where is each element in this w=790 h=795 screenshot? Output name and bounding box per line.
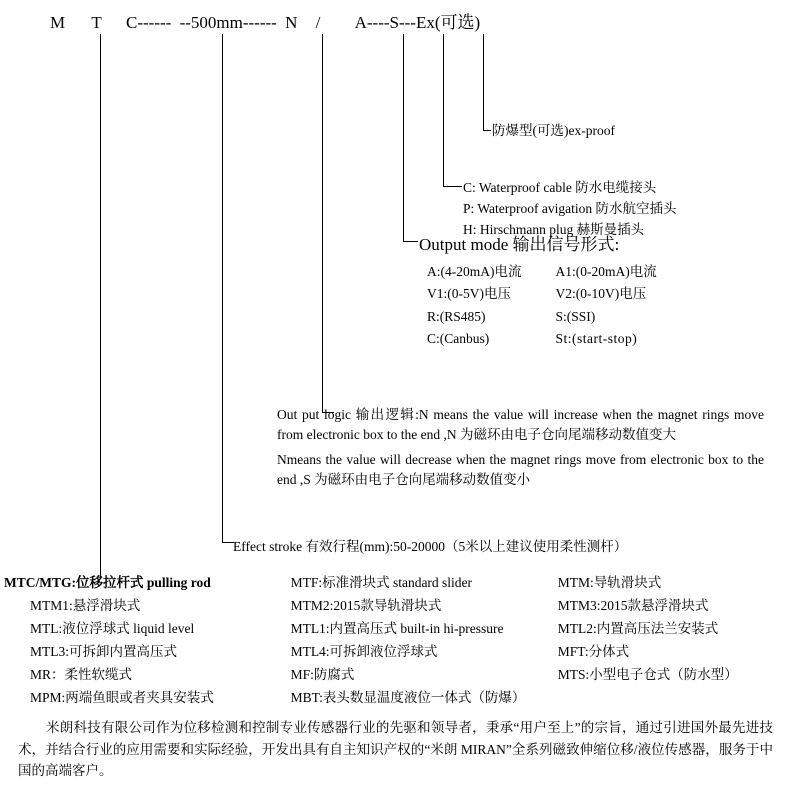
code-segment-t: T (91, 13, 102, 32)
model-cell: MF:防腐式 (290, 666, 355, 682)
model-cell (558, 687, 790, 710)
model-cell: MTL:液位浮球式 liquid level (30, 620, 195, 636)
model-cell: MTL1:内置高压式 built-in hi-pressure (290, 620, 504, 636)
code-segment-n: N (285, 13, 298, 32)
annotation-connector-cable: C: Waterproof cable 防水电缆接头 (463, 180, 657, 195)
output-mode-right: St:(start-stop) (555, 330, 638, 346)
table-row (0, 641, 790, 664)
table-row (0, 572, 790, 595)
output-mode-row (427, 307, 657, 327)
model-cell: MPM:两端鱼眼或者夹具安装式 (30, 689, 214, 705)
model-cell: MBT:表头数显温度液位一体式（防爆） (290, 689, 526, 705)
model-cell: MR：柔性软缆式 (30, 666, 133, 682)
table-row (0, 664, 790, 687)
model-cell: MTS:小型电子仓式（防水型） (557, 666, 738, 682)
leader-line-connector-horizontal (443, 186, 462, 187)
output-mode-row (427, 262, 657, 282)
model-cell: MTC/MTG:位移拉杆式 pulling rod (4, 575, 211, 590)
output-mode-left: A:(4-20mA)电流 (427, 264, 522, 279)
code-segment-c: C------ (126, 13, 172, 32)
code-segment-slash: / (315, 13, 321, 32)
output-mode-left: C:(Canbus) (427, 330, 490, 346)
output-mode-table (425, 260, 659, 351)
output-mode-left: R:(RS485) (427, 308, 486, 324)
model-code-line (50, 8, 480, 33)
output-mode-right: A1:(0-20mA)电流 (555, 264, 657, 279)
leader-line-stroke-vertical (222, 34, 223, 542)
leader-line-exproof-horizontal (483, 130, 491, 131)
output-mode-row (427, 284, 657, 304)
code-segment-output: A----S---Ex(可选) (354, 13, 481, 32)
annotation-effect-stroke: Effect stroke 有效行程(mm):50-20000（5米以上建议使用柔性测杆） (233, 539, 628, 554)
model-cell: MFT:分体式 (557, 643, 630, 659)
code-segment-m: M (50, 13, 66, 32)
table-row (0, 618, 790, 641)
model-cell: MTM:导轨滑块式 (557, 575, 662, 590)
model-cell: MTL3:可拆卸内置高压式 (30, 643, 177, 659)
model-cell: MTM3:2015款悬浮滑块式 (557, 597, 709, 613)
output-logic-s: Nmeans the value will decrease when the magnet rings move from electronic box to the end ,S 为磁环由电子仓向尾端移动数值变小 (277, 451, 764, 487)
annotation-output-mode-title: Output mode 输出信号形式: (419, 235, 620, 254)
output-mode-right: S:(SSI) (555, 308, 596, 324)
model-cell: MTM2:2015款导轨滑块式 (290, 597, 442, 613)
annotation-connector-avigation: P: Waterproof avigation 防水航空插头 (463, 201, 677, 216)
annotation-output-logic (277, 405, 764, 490)
leader-line-exproof-vertical (483, 34, 484, 130)
annotation-exproof: 防爆型(可选)ex-proof (492, 123, 615, 138)
model-cell: MTF:标准滑块式 standard slider (290, 575, 473, 590)
model-cell: MTM1:悬浮滑块式 (30, 597, 141, 613)
leader-line-output-vertical (403, 34, 404, 241)
annotation-connector-hirschmann: H: Hirschmann plug 赫斯曼插头 (463, 222, 645, 237)
output-mode-row (427, 329, 657, 349)
model-cell: MTL2:内置高压法兰安装式 (557, 620, 719, 636)
leader-line-logic-vertical (322, 34, 323, 412)
company-description: 米朗科技有限公司作为位移检测和控制专业传感器行业的先驱和领导者，秉承“用户至上”的宗旨，通过引进国外最先进技术，并结合行业的应用需要和实际经验，开发出具有自主知识产权的“米朗 MIRAN”全系列磁致伸缩位移/液位传感器，服务于中国的高端客户。 (18, 720, 773, 779)
model-cell: MTL4:可拆卸液位浮球式 (290, 643, 438, 659)
output-mode-left: V1:(0-5V)电压 (427, 286, 511, 302)
table-row (0, 687, 790, 710)
leader-line-series-vertical (100, 34, 101, 579)
output-logic-n: Out put logic 输出逻辑:N means the value will increase when the magnet rings move from electronic box to the end ,N 为磁环由电子仓向尾端移动数值变大 (277, 407, 764, 443)
code-segment-length: --500mm------ (179, 13, 277, 32)
output-mode-right: V2:(0-10V)电压 (555, 286, 647, 302)
leader-line-connector-vertical (443, 34, 444, 186)
model-series-table (0, 572, 790, 710)
leader-line-output-horizontal (403, 241, 418, 242)
table-row (0, 595, 790, 618)
